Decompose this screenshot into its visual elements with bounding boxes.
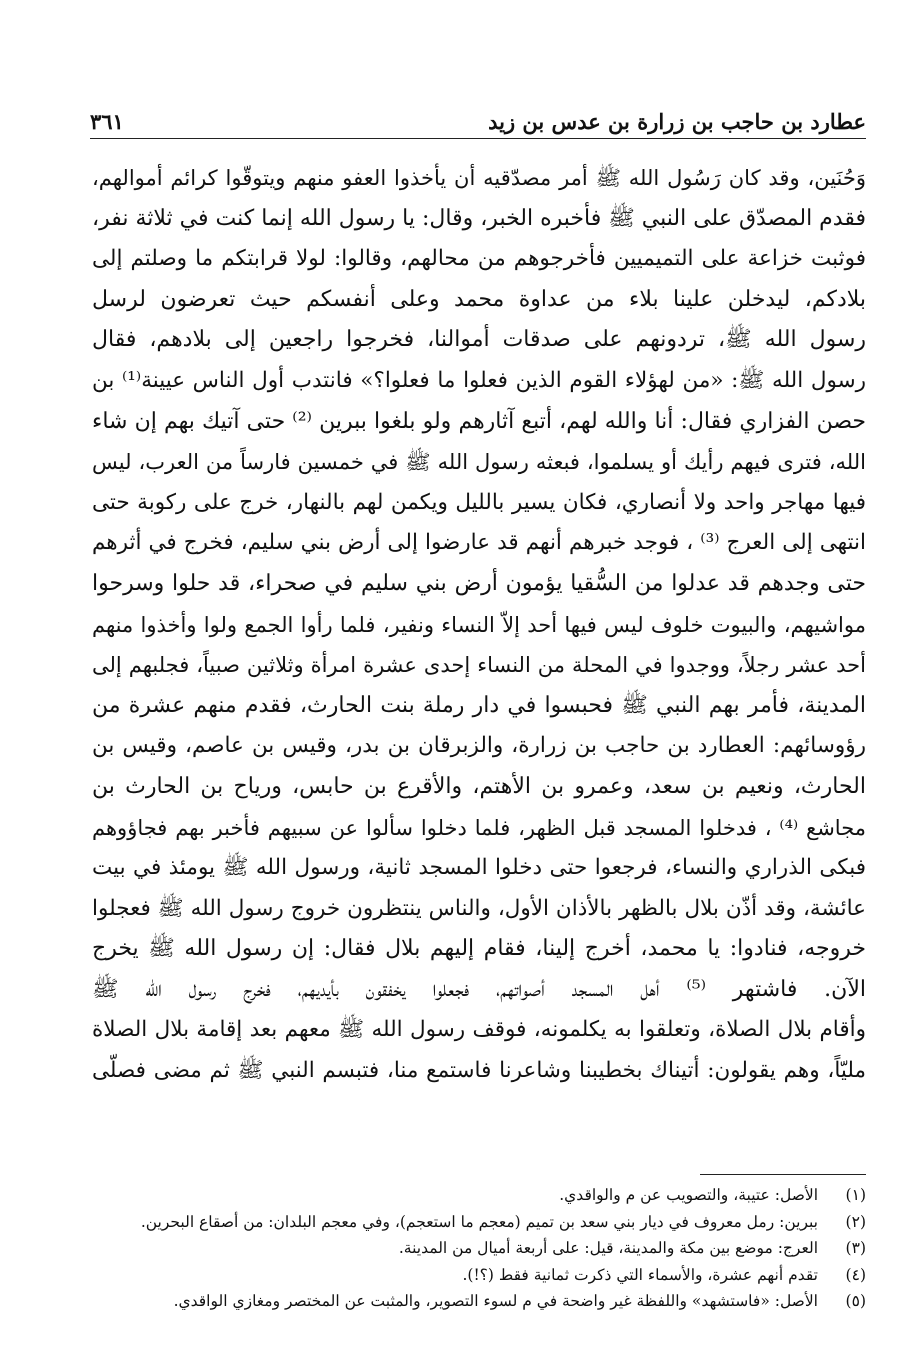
body-line: فوثبت خزاعة على التميميين فأخرجوهم من محالهم، وقالوا: لولا قرابتكم ما وصلتم إلى: [92, 246, 866, 272]
body-line: وأقام بلال الصلاة، وتعلقوا به يكلمونه، فوقف رسول الله ﷺ معهم بعد إقامة بلال الصلاة: [92, 1017, 866, 1043]
body-line: الآن. فاشتهر ⁽⁵⁾ أهل المسجد أصواتهم، فجعلوا يخفقون بأيديهم، فخرج رسول الله ﷺ: [92, 976, 866, 1002]
body-line: فقدم المصدّق على النبي ﷺ فأخبره الخبر، وقال: يا رسول الله إنما كنت في ثلاثة نفر،: [92, 205, 866, 231]
body-line: مواشيهم، والبيوت خلوف ليس فيها أحد إلاّ النساء ونفير، فلما رأوا الجمع ولوا وأخذوا منهم: [92, 612, 866, 637]
body-line: فبكى الذراري والنساء، فرجعوا حتى دخلوا المسجد ثانية، ورسول الله ﷺ يومئذ في بيت: [92, 855, 866, 881]
running-title: عطارد بن حاجب بن زرارة بن عدس بن زيد: [488, 109, 866, 134]
body-text: [92, 158, 866, 1092]
body-line: الحارث، ونعيم بن سعد، وعمرو بن الأهتم، والأقرع بن حابس، ورياح بن الحارث بن: [92, 773, 866, 799]
page-header: [90, 98, 866, 139]
footnote-number: (٣): [845, 1239, 866, 1257]
footnote-text: العرج: موضع بين مكة والمدينة، قيل: على أربعة أميال من المدينة.: [398, 1239, 818, 1257]
body-line: حتى وجدهم قد عدلوا من السُّقيا يؤمون أرض بني سليم في صحراء، قد حلوا وسرحوا: [92, 570, 866, 596]
footnote-number: (١): [845, 1186, 866, 1204]
body-line: رسول الله ﷺ، تردونهم على صدقات أموالنا، فخرجوا راجعين إلى بلادهم، فقال: [92, 327, 866, 353]
body-line: وَحُنَين، وقد كان رَسُول الله ﷺ أمر مصدّقيه أن يأخذوا العفو منهم ويتوقّوا كرائم أموالهم،: [92, 166, 866, 190]
body-line: عائشة، وقد أذّن بلال بالظهر بالأذان الأول، والناس ينتظرون خروج رسول الله ﷺ فعجلوا: [92, 895, 866, 921]
page-number: ٣٦١: [90, 109, 124, 134]
footnote-text: الأصل: عتيبة، والتصويب عن م والواقدي.: [559, 1186, 818, 1204]
body-line: رسول الله ﷺ: «من لهؤلاء القوم الذين فعلوا ما فعلوا؟» فانتدب أول الناس عيينة⁽¹⁾ بن: [92, 367, 866, 393]
footnote: [80, 1235, 866, 1262]
footnote: [80, 1209, 866, 1236]
body-line: بلادكم، ليدخلن علينا بلاء من عداوة محمد وعلى أنفسكم حيث تعرضون لرسل: [92, 286, 866, 312]
footnote-text: ببرين: رمل معروف في ديار بني سعد بن تميم (معجم ما استعجم)، وفي معجم البلدان: من أصقاع البحرين.: [140, 1212, 818, 1231]
body-line: أحد عشر رجلاً، ووجدوا في المحلة من النساء إحدى عشرة امرأة وثلاثين صبياً، فجلبهم إلى: [92, 653, 866, 678]
footnote: [80, 1288, 866, 1315]
body-line: خروجه، فنادوا: يا محمد، أخرج إلينا، فقام إليهم بلال فقال: إن رسول الله ﷺ يخرج: [92, 936, 866, 962]
body-line: مليّاً، وهم يقولون: أتيناك بخطيبنا وشاعرنا فاستمع منا، فتبسم النبي ﷺ ثم مضى فصلّى: [92, 1058, 866, 1084]
footnotes: [80, 1182, 866, 1315]
body-line: انتهى إلى العرج ⁽³⁾ ، فوجد خبرهم أنهم قد عارضوا إلى أرض بني سليم، فخرج في أثرهم: [92, 530, 866, 556]
footnote-separator: [700, 1174, 866, 1175]
footnote: [80, 1182, 866, 1209]
footnote-number: (٢): [845, 1212, 866, 1231]
footnote-number: (٥): [845, 1292, 866, 1310]
footnote-text: الأصل: «فاستشهد» واللفظة غير واضحة في م لسوء التصوير، والمثبت عن المختصر ومغازي الواقدي.: [173, 1292, 818, 1310]
body-line: المدينة، فأمر بهم النبي ﷺ فحبسوا في دار رملة بنت الحارث، فقدم منهم عشرة من: [92, 692, 866, 718]
body-line: فيها مهاجر واحد ولا أنصاري، فكان يسير بالليل ويكمن لهم بالنهار، خرج على ركوبة حتى: [92, 489, 866, 515]
body-line: الله، فترى فيهم رأيك أو يسلموا، فبعثه رسول الله ﷺ في خمسين فارساً من العرب، ليس: [92, 450, 866, 475]
body-line: حصن الفزاري فقال: أنا والله لهم، أتبع آثارهم ولو بلغوا ببرين ⁽²⁾ حتى آتيك بهم إن شاء: [92, 408, 866, 434]
footnote-number: (٤): [845, 1265, 866, 1284]
footnote-text: تقدم أنهم عشرة، والأسماء التي ذكرت ثمانية فقط (؟!).: [462, 1265, 818, 1284]
body-line: مجاشع ⁽⁴⁾ ، فدخلوا المسجد قبل الظهر، فلما دخلوا سألوا عن سبيهم فأخبر بهم فجاؤوهم: [92, 815, 867, 840]
footnote: [80, 1262, 866, 1289]
body-line: رؤوسائهم: العطارد بن حاجب بن زرارة، والزبرقان بن بدر، وقيس بن عاصم، وقيس بن: [92, 733, 866, 759]
